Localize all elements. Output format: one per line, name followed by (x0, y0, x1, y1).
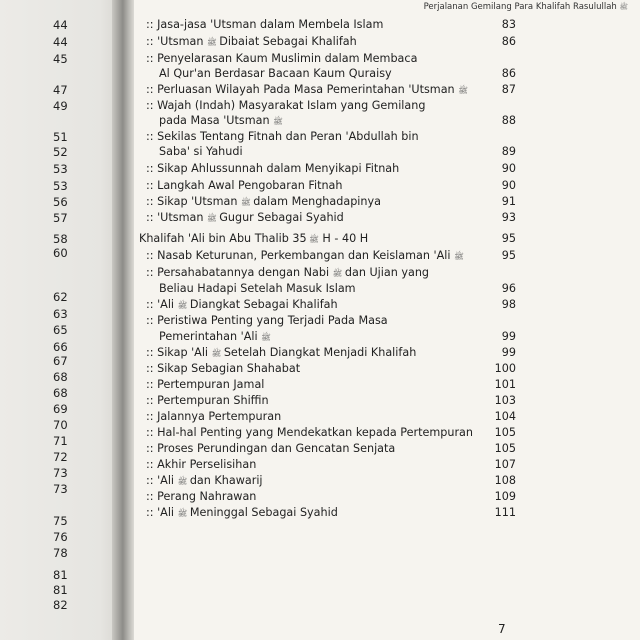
toc-page-number: 98 (501, 298, 516, 311)
toc-heading[interactable] (139, 232, 499, 247)
toc-entry-text: :: Hal-hal Penting yang Mendekatkan kepada Pertempuran (146, 426, 473, 439)
toc-entry[interactable] (146, 442, 506, 456)
toc-entry[interactable] (146, 266, 506, 281)
toc-entry[interactable] (146, 362, 506, 376)
honorific-mark: ﷺ (206, 214, 220, 223)
left-page-number: 53 (53, 179, 68, 193)
honorific-mark: ﷺ (454, 252, 464, 261)
left-page-number: 57 (53, 211, 68, 225)
left-page-number: 68 (53, 370, 68, 384)
toc-entry-text: Khalifah 'Ali bin Abu Thalib (139, 232, 293, 245)
honorific-mark: ﷺ (177, 477, 190, 486)
left-page-number: 82 (53, 598, 68, 612)
toc-entry-text: Beliau Hadapi Setelah Masuk Islam (159, 282, 356, 295)
toc-entry[interactable] (146, 410, 506, 424)
toc-entry-text: :: Sikap Sebagian Shahabat (146, 362, 301, 375)
toc-entry-text: :: Nasab Keturunan, Perkembangan dan Keislaman 'Ali (146, 249, 455, 262)
toc-page-number: 105 (494, 442, 516, 455)
left-page-number: 72 (53, 450, 68, 464)
toc-entry[interactable] (146, 35, 506, 50)
toc-page-number: 90 (501, 179, 516, 192)
toc-entry[interactable] (159, 114, 519, 129)
toc-page-number: 103 (494, 394, 516, 407)
toc-page-number: 87 (501, 83, 516, 96)
left-page-number: 51 (53, 130, 68, 144)
left-page-number: 71 (53, 434, 68, 448)
toc-entry-text: :: Langkah Awal Pengobaran Fitnah (146, 179, 343, 192)
honorific-mark: ﷺ (458, 86, 468, 95)
toc-entry-text: dalam Menghadapinya (253, 195, 381, 208)
toc-page-number: 107 (494, 458, 516, 471)
toc-page-number: 88 (501, 114, 516, 127)
toc-entry[interactable] (146, 426, 506, 440)
toc-entry-text: :: Jalannya Pertempuran (146, 410, 282, 423)
left-page-number: 60 (53, 246, 68, 260)
toc-entry[interactable] (146, 378, 506, 392)
left-page-number: 52 (53, 145, 68, 159)
toc-page-number: 89 (501, 145, 516, 158)
toc-entry-text: :: Akhir Perselisihan (146, 458, 257, 471)
honorific-mark: ﷺ (306, 235, 319, 244)
left-page-number: 63 (53, 307, 68, 321)
toc-page-number: 99 (501, 346, 516, 359)
left-page-number: 65 (53, 323, 68, 337)
toc-entry[interactable] (146, 346, 506, 361)
toc-page-number: 108 (494, 474, 516, 487)
toc-entry-text: Dibaiat Sebagai Khalifah (219, 35, 357, 48)
toc-entry-text: :: Peristiwa Penting yang Terjadi Pada Masa (146, 314, 388, 327)
honorific-mark: ﷺ (273, 117, 283, 126)
toc-entry[interactable] (159, 282, 519, 296)
toc-entry-text: :: Proses Perundingan dan Gencatan Senjata (146, 442, 396, 455)
toc-entry-text: :: Penyelarasan Kaum Muslimin dalam Membaca (146, 52, 418, 65)
left-page-number: 44 (53, 18, 68, 32)
toc-page-number: 109 (494, 490, 516, 503)
honorific-mark: ﷺ (240, 198, 254, 207)
toc-page-number: 99 (501, 330, 516, 343)
toc-entry[interactable] (159, 67, 519, 81)
toc-entry-text: :: Perluasan Wilayah Pada Masa Pemerintahan 'Utsman (146, 83, 459, 96)
toc-entry[interactable] (146, 394, 506, 408)
left-page-number: 53 (53, 162, 68, 176)
honorific-mark: ﷺ (261, 333, 271, 342)
toc-entry-text: :: Sikap 'Ali (146, 346, 212, 359)
toc-entry-text: :: 'Ali (146, 474, 178, 487)
toc-entry[interactable] (146, 99, 506, 113)
toc-entry[interactable] (146, 249, 506, 264)
left-page-number: 81 (53, 583, 68, 597)
toc-entry-text: :: Pertempuran Shiffin (146, 394, 269, 407)
book-gutter (112, 0, 136, 640)
toc-page-number: 83 (501, 18, 516, 31)
left-page-number: 81 (53, 568, 68, 582)
left-page-number: 58 (53, 232, 68, 246)
toc-entry[interactable] (146, 179, 506, 193)
left-page-number: 73 (53, 466, 68, 480)
toc-entry-text: :: Perang Nahrawan (146, 490, 257, 503)
toc-entry[interactable] (146, 130, 506, 144)
toc-page-number: 111 (494, 506, 516, 519)
honorific-mark: ﷺ (177, 509, 190, 518)
left-page-number: 70 (53, 418, 68, 432)
left-page-number: 56 (53, 195, 68, 209)
toc-page-number: 90 (501, 162, 516, 175)
toc-entry-text: Diangkat Sebagai Khalifah (189, 298, 338, 311)
honorific-mark: ﷺ (177, 301, 190, 310)
left-page-number: 66 (53, 340, 68, 354)
toc-entry[interactable] (146, 162, 506, 176)
toc-entry[interactable] (146, 490, 506, 504)
toc-entry[interactable] (159, 145, 519, 159)
toc-page-number: 95 (501, 249, 516, 262)
running-header-title: Perjalanan Gemilang Para Khalifah Rasulullah (423, 2, 617, 12)
toc-page-number: 100 (494, 362, 516, 375)
honorific-mark: ﷺ (332, 269, 345, 278)
honorific-mark: ﷺ (206, 38, 220, 47)
toc-page-number: 93 (501, 211, 516, 224)
toc-entry[interactable] (146, 474, 506, 489)
toc-entry-text: Pemerintahan 'Ali (159, 330, 262, 343)
toc-page-number: 96 (501, 282, 516, 295)
toc-entry-text: dan Ujian yang (344, 266, 430, 279)
toc-entry-text: pada Masa 'Utsman (159, 114, 274, 127)
toc-entry-text: Meninggal Sebagai Syahid (189, 506, 338, 519)
left-page-number: 73 (53, 482, 68, 496)
toc-entry[interactable] (146, 506, 506, 521)
toc-entry[interactable] (146, 314, 506, 328)
toc-entry-text: :: Jasa-jasa 'Utsman dalam Membela Islam (146, 18, 384, 31)
toc-page-number: 105 (494, 426, 516, 439)
toc-entry[interactable] (159, 330, 519, 345)
toc-entry-text: :: Sikap 'Utsman (146, 195, 241, 208)
toc-entry-text: :: 'Utsman (146, 211, 207, 224)
toc-page-number: 91 (501, 195, 516, 208)
running-header (424, 2, 628, 13)
toc-entry[interactable] (146, 83, 506, 98)
toc-entry-text: :: Persahabatannya dengan Nabi (146, 266, 333, 279)
toc-entry-text: :: Wajah (Indah) Masyarakat Islam yang Gemilang (146, 99, 426, 112)
toc-entry-text: :: 'Ali (146, 506, 178, 519)
toc-entry-text: 35 H - 40 H (292, 232, 369, 245)
left-page-number: 62 (53, 290, 68, 304)
left-page-number: 49 (53, 99, 68, 113)
toc-page-number: 104 (494, 410, 516, 423)
toc-entry-text: Saba' si Yahudi (159, 145, 243, 158)
toc-page-number: 86 (501, 67, 516, 80)
toc-entry[interactable] (146, 458, 506, 472)
toc-entry-text: Gugur Sebagai Syahid (219, 211, 344, 224)
toc-page-number: 86 (501, 35, 516, 48)
toc-entry[interactable] (146, 298, 506, 313)
left-page-number: 78 (53, 546, 68, 560)
page-number: 7 (498, 622, 506, 636)
toc-entry-text: :: 'Ali (146, 298, 178, 311)
left-page-number: 47 (53, 83, 68, 97)
toc-entry-text: Setelah Diangkat Menjadi Khalifah (223, 346, 417, 359)
toc-entry-text: :: Sikap Ahlussunnah dalam Menyikapi Fitnah (146, 162, 400, 175)
toc-entry[interactable] (146, 195, 506, 210)
toc-entry[interactable] (146, 52, 506, 66)
toc-entry-text: :: Pertempuran Jamal (146, 378, 265, 391)
toc-page-number: 95 (501, 232, 516, 245)
toc-entry[interactable] (146, 211, 506, 226)
toc-entry[interactable] (146, 18, 506, 32)
left-page-number: 44 (53, 35, 68, 49)
left-page-number: 67 (53, 354, 68, 368)
left-page-number: 69 (53, 402, 68, 416)
toc-entry-text: :: 'Utsman (146, 35, 207, 48)
left-page-number: 45 (53, 52, 68, 66)
left-page (0, 0, 118, 640)
honorific-mark: ﷺ (619, 3, 628, 11)
toc-entry-text: :: Sekilas Tentang Fitnah dan Peran 'Abdullah bin (146, 130, 419, 143)
left-page-number: 68 (53, 386, 68, 400)
left-page-number: 76 (53, 530, 68, 544)
toc-entry-text: Al Qur'an Berdasar Bacaan Kaum Quraisy (159, 67, 392, 80)
toc-page-number: 101 (494, 378, 516, 391)
left-page-number: 75 (53, 514, 68, 528)
honorific-mark: ﷺ (211, 349, 224, 358)
toc-entry-text: dan Khawarij (189, 474, 263, 487)
